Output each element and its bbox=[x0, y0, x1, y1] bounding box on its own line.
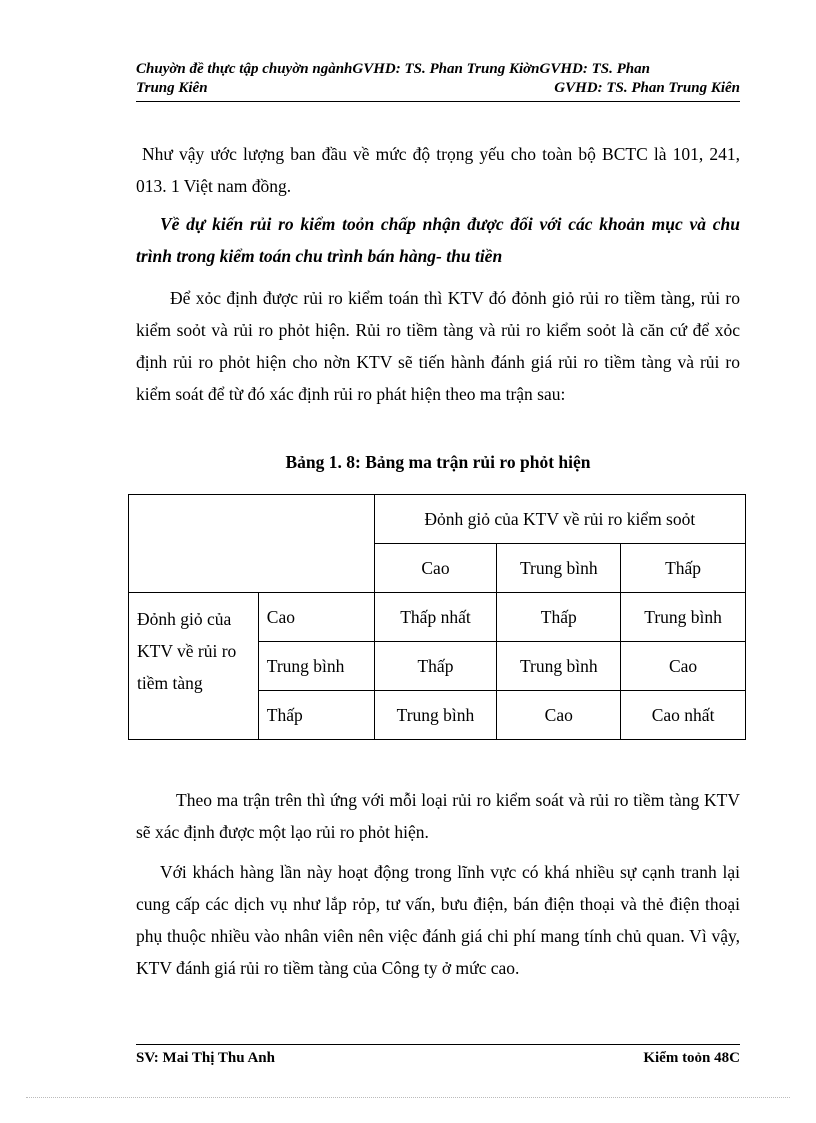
table-cell: Cao bbox=[497, 691, 621, 740]
header-line-2-right: GVHD: TS. Phan Trung Kiên bbox=[554, 80, 740, 96]
page-footer bbox=[136, 1050, 740, 1067]
empty-corner-cell bbox=[129, 495, 375, 593]
col-level-cell: Trung bình bbox=[497, 544, 621, 593]
page-edge-dotted-line bbox=[26, 1097, 790, 1098]
footer-class: Kiểm toỏn 48C bbox=[643, 1050, 740, 1066]
header-line-2-left: Trung Kiên bbox=[136, 80, 208, 96]
table-caption: Bảng 1. 8: Bảng ma trận rủi ro phỏt hiện bbox=[285, 452, 591, 472]
paragraph-4: Với khách hàng lần này hoạt động trong lĩnh vực có khá nhiều sự cạnh tranh lại cung cấp các dịch vụ như lắp rỏp, tư vấn, bưu điện, bán điện thoại và thẻ điện thoại phụ thuộc nhiều vào nhân viên nên việc đánh giá chi phí mang tính chủ quan. Vì vậy, KTV đánh giá rủi ro tiềm tàng của Công ty ở mức cao. bbox=[136, 862, 740, 978]
table-cell: Trung bình bbox=[374, 691, 497, 740]
table-cell: Thấp bbox=[374, 642, 497, 691]
col-level-cell: Thấp bbox=[621, 544, 746, 593]
table-cell: Cao bbox=[621, 642, 746, 691]
table-header-row bbox=[129, 495, 746, 544]
header-line-2 bbox=[136, 79, 740, 98]
header-line-1: Chuyờn đề thực tập chuyờn ngànhGVHD: TS. Phan Trung KiờnGVHD: TS. Phan bbox=[136, 61, 650, 77]
header-divider bbox=[136, 101, 740, 102]
table-cell: Thấp bbox=[497, 593, 621, 642]
inherent-risk-header: Đỏnh giỏ của KTV về rủi ro tiềm tàng bbox=[129, 593, 259, 740]
section-heading: Về dự kiến rủi ro kiểm toỏn chấp nhận được đối với các khoản mục và chu trình trong kiểm toán chu trình bán hàng- thu tiền bbox=[136, 214, 740, 266]
paragraph-3: Theo ma trận trên thì ứng với mỗi loại rủi ro kiểm soát và rủi ro tiềm tàng KTV sẽ xác định được một lạo rủi ro phỏt hiện. bbox=[136, 790, 740, 842]
row-level-cell: Cao bbox=[258, 593, 374, 642]
table-cell: Trung bình bbox=[621, 593, 746, 642]
risk-matrix-table bbox=[128, 494, 746, 740]
footer-student: SV: Mai Thị Thu Anh bbox=[136, 1050, 275, 1066]
page-header bbox=[136, 60, 740, 98]
row-level-cell: Thấp bbox=[258, 691, 374, 740]
table-row bbox=[129, 593, 746, 642]
col-level-cell: Cao bbox=[374, 544, 497, 593]
table-cell: Cao nhất bbox=[621, 691, 746, 740]
paragraph-1: Như vậy ước lượng ban đầu về mức độ trọng yếu cho toàn bộ BCTC là 101, 241, 013. 1 Việt nam đồng. bbox=[136, 144, 740, 196]
table-cell: Thấp nhất bbox=[374, 593, 497, 642]
table-cell: Trung bình bbox=[497, 642, 621, 691]
row-level-cell: Trung bình bbox=[258, 642, 374, 691]
control-risk-header: Đỏnh giỏ của KTV về rủi ro kiểm soỏt bbox=[374, 495, 745, 544]
paragraph-2: Để xỏc định được rủi ro kiểm toán thì KTV đó đỏnh giỏ rủi ro tiềm tàng, rủi ro kiểm soỏt và rủi ro phỏt hiện. Rủi ro tiềm tàng và rủi ro kiểm soỏt là căn cứ để xỏc định rủi ro phỏt hiện cho nờn KTV sẽ tiến hành đánh giá rủi ro tiềm tàng và rủi ro kiểm soát để từ đó xác định rủi ro phát hiện theo ma trận sau: bbox=[136, 288, 740, 404]
footer-divider bbox=[136, 1044, 740, 1045]
